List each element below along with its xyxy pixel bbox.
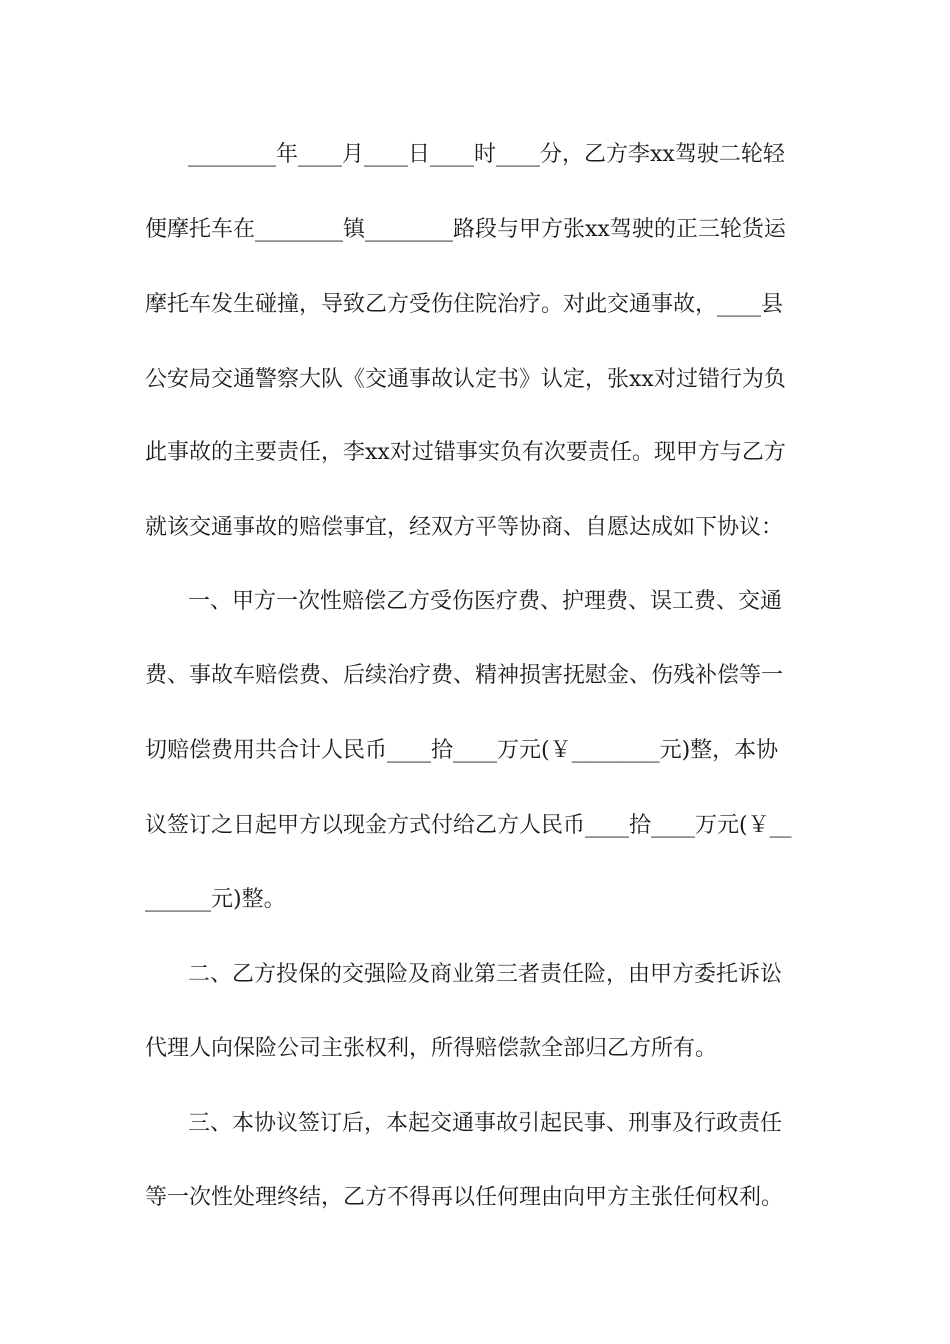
paragraph-1-line-4: 公安局交通警察大队《交通事故认定书》认定，张xx对过错行为负	[145, 367, 786, 392]
paragraph-1-line-6: 就该交通事故的赔偿事宜，经双方平等协商、自愿达成如下协议：	[145, 515, 784, 540]
clause-3-line-2: 等一次性处理终结，乙方不得再以任何理由向甲方主张任何权利。	[145, 1185, 784, 1210]
clause-2-line-1: 二、乙方投保的交强险及商业第三者责任险，由甲方委托诉讼	[188, 962, 783, 987]
paragraph-1-line-1: ________年____月____日____时____分，乙方李xx驾驶二轮轻	[188, 142, 785, 167]
clause-1-line-1: 一、甲方一次性赔偿乙方受伤医疗费、护理费、误工费、交通	[188, 589, 783, 614]
paragraph-1-line-5: 此事故的主要责任，李xx对过错事实负有次要责任。现甲方与乙方	[145, 440, 786, 465]
clause-3-line-1: 三、本协议签订后，本起交通事故引起民事、刑事及行政责任	[188, 1111, 783, 1136]
paragraph-1-line-3: 摩托车发生碰撞，导致乙方受伤住院治疗。对此交通事故，____县	[145, 292, 784, 317]
clause-1-line-5: ______元)整。	[145, 887, 286, 912]
clause-1-line-4: 议签订之日起甲方以现金方式付给乙方人民币____拾____万元(￥__	[145, 813, 792, 838]
paragraph-1-line-2: 便摩托车在________镇________路段与甲方张xx驾驶的正三轮货运	[145, 217, 786, 242]
clause-2-line-2: 代理人向保险公司主张权利，所得赔偿款全部归乙方所有。	[145, 1036, 718, 1061]
clause-1-line-3: 切赔偿费用共合计人民币____拾____万元(￥________元)整，本协	[145, 738, 779, 763]
clause-1-line-2: 费、事故车赔偿费、后续治疗费、精神损害抚慰金、伤残补偿等一	[145, 663, 784, 688]
